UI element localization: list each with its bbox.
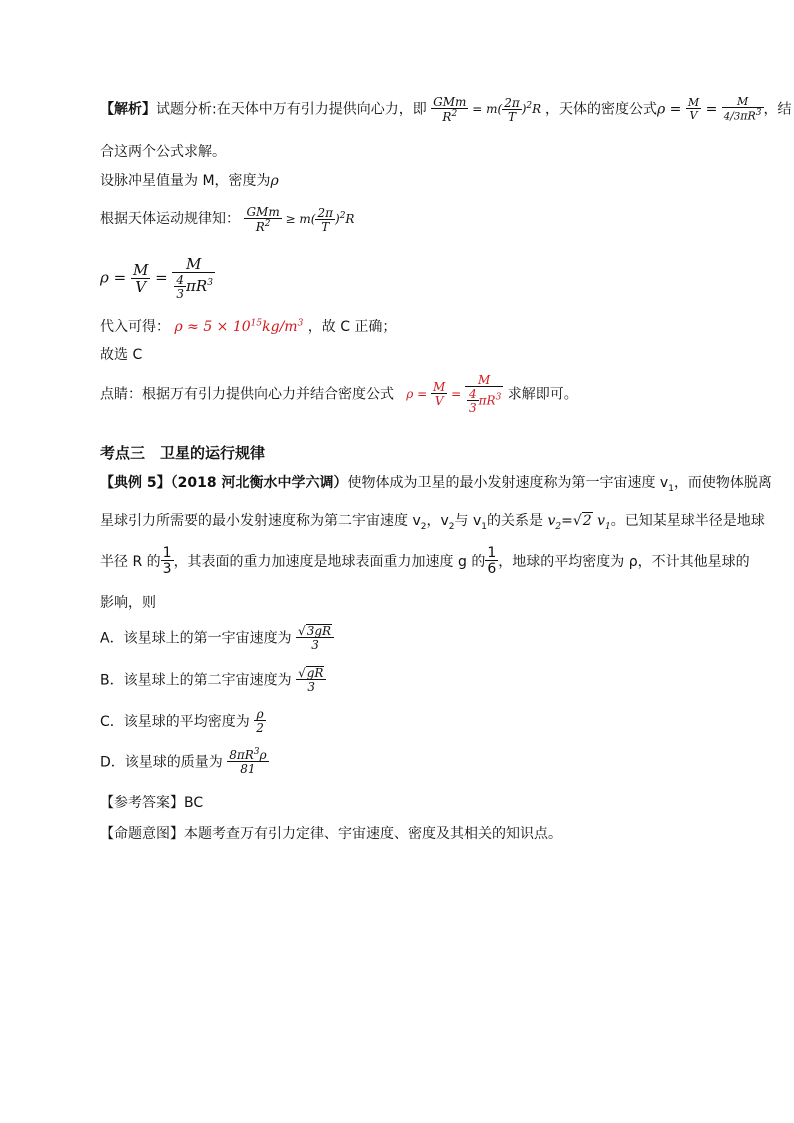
tip-formula: ρ = $\frac{M}{V}$ = M $\frac{4}{3}$ $\pi R^3$ [406,373,502,415]
subst-end: ，故 C 正确； [307,319,397,335]
v-relation: $v_2=√2$ $v_1$ [547,513,611,532]
subst-label: 代入可得： [100,319,170,335]
example-tag: 【典例 5】 [100,475,171,491]
rule-text: 根据天体运动规律知： [100,211,240,227]
analysis-line-2: 合这两个公式求解。 [100,144,226,160]
option-c: C．该星球的平均密度为 $\frac{\rho}{2}$ [100,707,264,735]
answer-line: 【参考答案】BC [100,795,204,811]
option-d: D．该星球的质量为 $\frac{8\pi R^3\rho}{81}$ [100,747,267,776]
analysis-line-1: 【解析】试题分析:在天体中万有引力提供向心力，即 $\frac{\text{GMm}}{R^2}$ = m( $\frac{2\pi}{T}$ )$^2$R ，天体的密度公式ρ = $\frac{M}{V}$ = $\frac{M}{4/3\pi R^3}$ ，结 [100,95,792,125]
assume-text: 设脉冲星值量为 M，密度为 [100,173,271,189]
tip-end: 求解即可。 [507,386,578,403]
option-a: A．该星球上的第一宇宙速度为 $\frac{√3gR}{3}$ [100,624,334,651]
example-line-1: 【典例 5】（2018 河北衡水中学六调）使物体成为卫星的最小发射速度称为第一宇宙速度 $v_1$，而使物体脱离 [100,475,772,494]
tip-label: 点睛：根据万有引力提供向心力并结合密度公式 [100,386,394,403]
fraction-one-third: $\frac{1}{3}$ [162,545,172,577]
density-result: $\rho \approx 5 \times 10^{15}kg/m^3$ [174,318,304,335]
analysis-mid: ，天体的密度公式 [545,101,657,118]
gravity-formula: $\frac{\text{GMm}}{R^2}$ = m( $\frac{2\pi}{T}$ )$^2$R [433,95,545,125]
example-source: （2018 河北衡水中学六调） [170,475,348,491]
tip-line [100,374,578,414]
fraction-one-sixth: $\frac{1}{6}$ [487,545,497,577]
example-line-4: 影响，则 [100,595,156,611]
analysis-intro: 试题分析:在天体中万有引力提供向心力，即 [156,101,427,118]
analysis-end: ，结 [763,101,792,118]
rule-line: 根据天体运动规律知： $\frac{\text{GMm}}{R^2}$ ≥ m( $\frac{2\pi}{T}$ )$^2$R [100,205,355,234]
subst-line [100,316,396,336]
analysis-tag: 【解析】 [100,101,156,118]
example-line-2: 星球引力所需要的最小发射速度称为第二宇宙速度 $v_2$，$v_2$与 $v_1$的关系是 $v_2=√2$ $v_1$。已知某星球半径是地球 [100,513,765,532]
option-b: B．该星球上的第二宇宙速度为 $\frac{√gR}{3}$ [100,666,326,693]
example-line-3: 半径 R 的 $\frac{1}{3}$ ，其表面的重力加速度是地球表面重力加速度 g 的 $\frac{1}{6}$ ，地球的平均密度为 ρ，不计其他星球的 [100,545,750,577]
section-title: 考点三 卫星的运行规律 [100,444,266,462]
intent-line: 【命题意图】本题考查万有引力定律、宇宙速度、密度及其相关的知识点。 [100,826,562,842]
assume-line: 设脉冲星值量为 M，密度为ρ [100,173,279,189]
choose-line: 故选 C [100,347,143,363]
density-formula: ρ = $\frac{M}{V}$ = M $\frac{4}{3}$ $\pi R^3$ [100,255,213,301]
